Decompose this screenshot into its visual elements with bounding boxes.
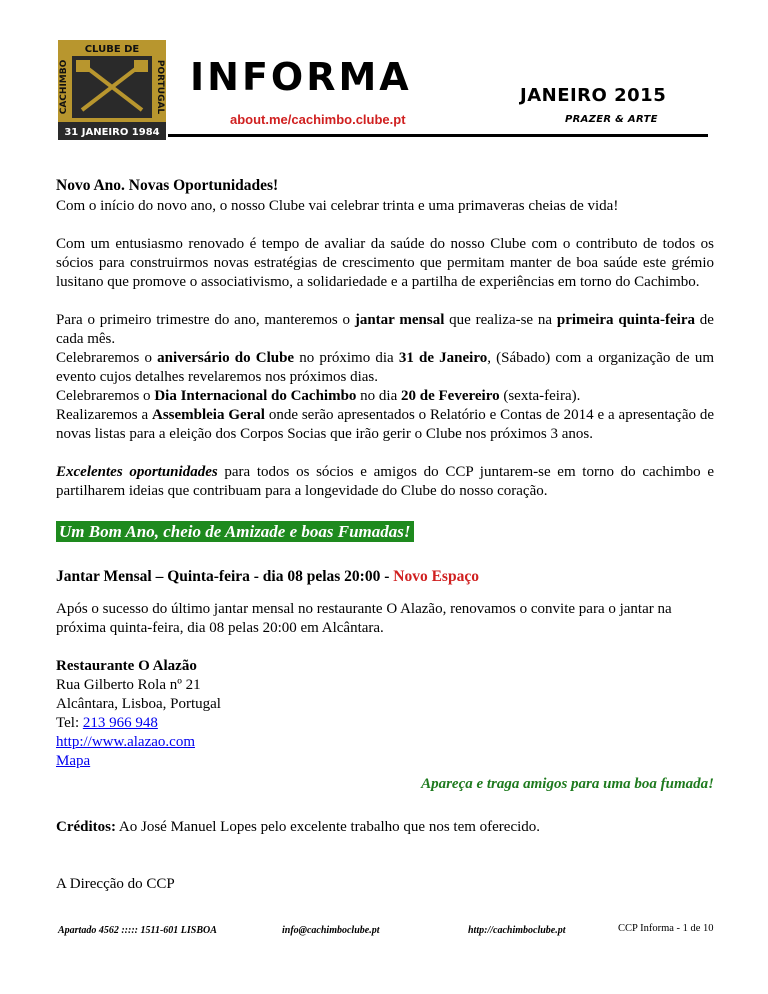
header-divider: [168, 134, 708, 137]
venue-address-2: Alcântara, Lisboa, Portugal: [56, 696, 221, 712]
club-logo: [58, 40, 166, 140]
venue-name: Restaurante O Alazão: [56, 658, 197, 674]
phone-link[interactable]: 213 966 948: [82, 715, 158, 731]
logo-right-text: PORTUGAL: [155, 59, 165, 115]
tagline: PRAZER & ARTE: [565, 114, 658, 125]
credits-paragraph: Créditos: Ao José Manuel Lopes pelo excelente trabalho que nos tem oferecido.: [56, 819, 541, 835]
newsletter-body: [56, 176, 714, 894]
signature: A Direcção do CCP: [56, 876, 175, 892]
website-link[interactable]: http://www.alazao.com: [56, 734, 195, 750]
dinner-invite-text: Após o sucesso do último jantar mensal no restaurante O Alazão, renovamos o convite para o jantar na próxima quinta-feira, dia 08 pelas 20:00 em Alcântara.: [56, 601, 672, 636]
dinner-section-title: Jantar Mensal – Quinta-feira - dia 08 pelas 20:00 - Novo Espaço: [56, 568, 479, 585]
plans-paragraph: Para o primeiro trimestre do ano, manteremos o jantar mensal que realiza-se na primeira quinta-feira de cada mês. Celebraremos o aniversário do Clube no próximo dia 31 de Janeiro, (Sábado) com a organização de um evento cujos detalhes revelaremos nos próximos dias. Celebraremos o Dia Internacional do Cachimbo no dia 20 de Fevereiro (sexta-feira). Realizaremos a Assembleia Geral onde serão apresentados o Relatório e Contas de 2014 e a apresentação de novas listas para a eleição dos Corpos Socias que irão gerir o Clube nos próximos 3 anos.: [56, 312, 715, 442]
intro-paragraph: Com um entusiasmo renovado é tempo de avaliar da saúde do nosso Clube com o contributo de todos os sócios para construirmos novas estratégias de crescimento que permitam manter de boa saúde este grémio lusitano que promove o associativismo, a solidariedade e a partilha de experiências em torno do Cachimbo.: [56, 236, 714, 290]
issue-month: JANEIRO 2015: [520, 85, 667, 106]
new-year-banner: Um Bom Ano, cheio de Amizade e boas Fumadas!: [56, 521, 414, 542]
invite-slogan: Apareça e traga amigos para uma boa fumada!: [421, 776, 714, 792]
header-url[interactable]: about.me/cachimbo.clube.pt: [230, 112, 406, 127]
section-title-new-year: Novo Ano. Novas Oportunidades!: [56, 177, 279, 194]
page-number: CCP Informa - 1 de 10: [618, 923, 714, 934]
opportunities-paragraph: Excelentes oportunidades para todos os sócios e amigos do CCP juntarem-se em torno do cachimbo e partilharem ideias que contribuam para a longevidade do Clube do nosso coração.: [56, 464, 714, 499]
logo-left-text: CACHIMBO: [59, 59, 69, 115]
venue-address-1: Rua Gilberto Rola nº 21: [56, 677, 201, 693]
footer-email[interactable]: info@cachimboclube.pt: [282, 925, 380, 936]
footer-address: Apartado 4562 ::::: 1511-601 LISBOA: [58, 925, 217, 936]
new-venue-label: Novo Espaço: [393, 568, 479, 585]
intro-line: Com o início do novo ano, o nosso Clube vai celebrar trinta e uma primaveras cheias de vida!: [56, 198, 619, 214]
logo-top-text: CLUBE DE: [84, 44, 140, 55]
newsletter-title: INFORMA: [190, 55, 412, 99]
logo-bottom-text: 31 JANEIRO 1984: [64, 127, 160, 138]
footer-site[interactable]: http://cachimboclube.pt: [468, 925, 566, 936]
map-link[interactable]: Mapa: [56, 753, 91, 769]
venue-block: Restaurante O Alazão Rua Gilberto Rola nº 21 Alcântara, Lisboa, Portugal Tel: 213 966 948 http://www.alazao.com Mapa: [56, 658, 221, 769]
